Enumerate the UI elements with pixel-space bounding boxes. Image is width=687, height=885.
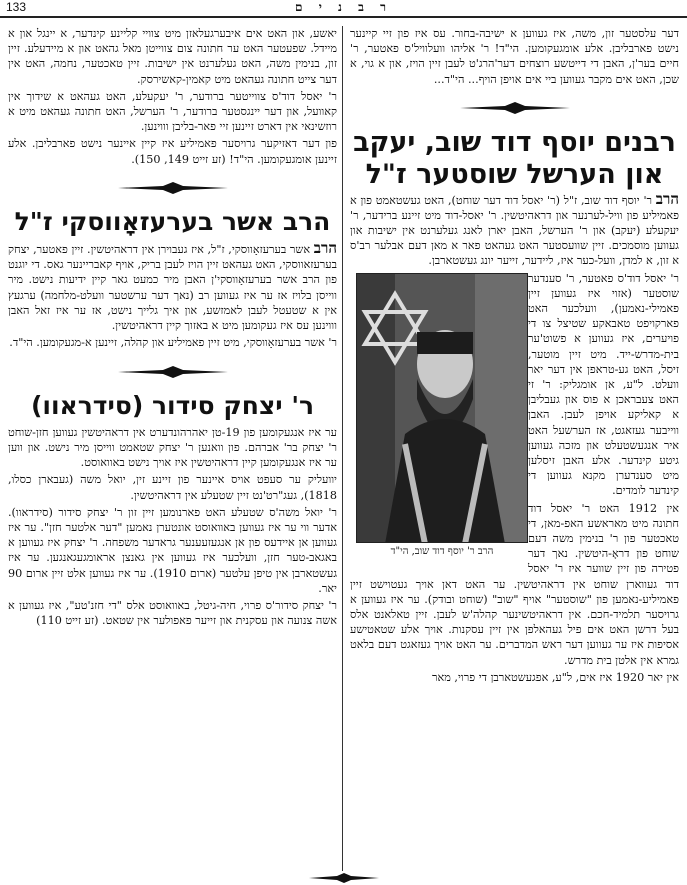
right-column: [350, 26, 679, 871]
section-title-shuv-line2: און הערשל שוסטער ז"ל: [365, 159, 664, 191]
section-paragraph: ער איז אנגעקומען פון 19-טן יאהרהונדערט אין דראהיטשין געווען חזן-שוחט ר' יצחק בר' אברהם. פון וואנען ר' יצחק שטאמט ווייסן מיר נישט. און ווען ער איז אנגעקומען קיין דראהיטשין איז אויך נישט באוואוסט.: [8, 425, 337, 470]
lead-word: הרב: [655, 189, 679, 208]
ornamental-divider-icon: [8, 361, 337, 383]
left-column: [8, 26, 337, 871]
ornamental-divider-icon: [0, 873, 687, 883]
section-title-berezovsky: הרב אשר בערעזאָווסקי ז"ל: [14, 206, 331, 236]
section-paragraph: ר' אשר בערעזאָווסקי, מיט זיין פאמיליע און קהלה, זיינען א-מגעקומען. הי"ד.: [9, 336, 337, 350]
continued-paragraph: פון דער דאזיקער גרויסער פאמיליע איז קיין איינער נישט פארבליבן. אלע זיינען אומגעקומען. הי"ד! (זע זייט 149, 150).: [8, 137, 337, 166]
ornamental-divider-icon: [350, 97, 679, 119]
running-title: ר ב נ י ם: [295, 0, 392, 14]
page-number: 133: [6, 0, 27, 14]
continued-paragraph: יאשע, און האט אים איבערגעלאזן מיט צוויי קליינע קינדער, א יינגל און א מיידל. שפעטער האט ער חתונה צום צווייטן מאל גהאט און א מיידעלע. זיין זון, בנימין משה, האט געלערנט אין ישיבות. זיין טאכטער, נחמה, האט אין דער צייט חתונה געהאט מיט קאמין-קאשירסק.: [8, 27, 337, 86]
photo-portrait: [356, 273, 528, 543]
section-paragraph: אין יאר 1920 איז אים, ל"ע, אפגעשטארבן די פרוי, מאר: [432, 670, 679, 684]
column-divider: [342, 26, 343, 871]
section-paragraph: ר' יואל משה'ס שטעלע האט פארנומען זיין זון ר' יצחק סידור (סידראוו). אדער ווי ער איז געווען באוואוסט אונטערן נאמען "דער אלטער חזן". ער איז געווען אן איידעס פון אן אנגעזעענער גראדער משפחה. ר' יצחק איז געווען א באגאב-טער חזן, וועלכער איז געווען אין גאנצן אראומגעגאנגען. ער איז געשטארבן אין טיפן עלטער (ארום 1910). ער איז געווען אלט זיין ארום 90 יאר.: [8, 505, 337, 595]
section-paragraph: אין 1912 האט ר' יאסל דוד חתונה מיט מאראשע האפ-מאן, די טאכטער פון ר' בנימין משה דעם שוחט פון דראָ-היטשין. נאך דער פטירה פון זיין שווער איז ר' יאסל דוד געווארן שוחט אין דראהיטשין. ער האט דאן אויך געטוישט זיין פאמיליע-נאמען פון "שוסטער" אויף "שוב" (שוחט ובודק). ער איז געווען א גרויסער תלמיד-חכם. אין דראהיטשינער קהלה'ש לעבן. זיין טאלאנט אלס בעל דרשן האט אים פיל געהאלפן אין זיין עסקנות. אויך אלע שטאטישע אסיפות איז ער געווען דער ראש המדברים. ער האט אויך געזאגט דעם בלאט גמרא אין אלטן בית מדרש.: [350, 501, 679, 667]
section-title-sidur: ר' יצחק סידור (סידראוו): [30, 390, 315, 420]
intro-paragraph: דער עלסטער זון, משה, איז געווען א ישיבה-בחור. עס איז פון זיי קיינער נישט פארבליבן. אלע אומגעקומען. הי"ד! ר' אליהו וועלוויל'ס פאטער, ר' חיים בער'ן, האבן די דייטשע רוצחים דער'הרג'ט לעבן זיין הויז, און א גוי, א שכן, האט אים מקבר געווען ביי אים אויפן הויף... הי"ד...: [350, 27, 679, 86]
running-header: [0, 0, 687, 18]
lead-word: הרב: [313, 239, 337, 258]
section-title-shuv-line1: רבנים יוסף דוד שוב, יעקב: [353, 126, 676, 158]
photo-caption: הרב ר' יוסף דוד שוב, הי"ד: [390, 545, 494, 557]
section-paragraph: ר' יאסל דוד'ס פאטער, ר' סענדער שוסטער (אזוי איז געווען זיין פאמילי-נאמען), וועלכער האט פארקויפט טאבאקע שטיצל צו די פויערים, איז געווען א פשוט'ער בית-מדרש-ייד. מיט זיין מוטער, זיסל, האט גע-טראפן אין דער יאר וועלט. ל"ע, אן אומגליק: ר' זי האט צעבראכן א פוס און געבליבן א קאליקע אויפן לעבן. האבן ווייבער געזאגט, אז הערשעל האט איר אנגעשטעלט און מזכה געווען גיטע קינדער. אלע האבן זיסלען מיט סענדערן מקנא געווען די קינדער לומדים.: [528, 271, 679, 498]
paragraph-text: ר' יוסף דוד שוב, ז"ל (ר' יאסל דוד דער שוחט), האט געשטאמט פון א פאמיליע פון וויל-לערנער און דראהיטשין. ר' יאסל-דוד מיט זיינע ברידער, ר' יעקעלע (יעקב) און ר' הערשל, האבן יארן לאנג געלערנט אין ישיבות און געווען מוסמכים. זיין שוועסטער האט געהאט פאר א מאן דעם אבלער רב'ס א זון, א למדן, וועל-כער איז, ליידער, זייער יונג געשטארבן.: [350, 193, 679, 268]
section-paragraph: יוועליק ער סעפט אויס איינער פון זיינע זין, יואל משה (געבארן כסלו, 1818), געג"רט'נט זיין שטעלע אין דראהיטשין.: [8, 473, 337, 502]
section-paragraph: [8, 241, 337, 333]
paragraph-text: אשר בערעזאָווסקי, ז"ל, איז געבוירן אין דראהיטשין. זיין פאטער, יצחק בערעזאווסקי, האט געהאט זיין הויז לעבן בריק, אויף קאבריינער גאס. די יוגנט פון הרב אשר בערעזאָווסקי'ן האבן מיר כמעט גאר קיין ידיעות נישט. מיר ווייסן בלויז אז ער איז געווען רב (נאך דער ערשטער וועלט-מלחמה) ערגעץ אין א שטעטל לעבן לאמזשע, און איך גלייך נישט, אז ער איז זאל האבן וווינען עס איז געקומען מיט א באזוך קיין דראהיטשין.: [8, 243, 337, 333]
section-paragraph: [350, 189, 679, 269]
portrait-figure: [356, 273, 528, 558]
continued-paragraph: ר' יאסל דוד'ס צווייטער ברודער, ר' יעקעלע, האט געהאט א שידוך אין קאוועל, און דער יינגסטער ברודער, ר' הערשל, האט חתונה געהאט מיט א רוזשינאי אין דארט זיינען זיי פאר-בליבן וווינען.: [8, 89, 337, 134]
section-paragraph: ר' יצחק סידור'ס פרוי, חיה-גיטל, באוואוסט אלס "די חזנ'טע", איז געווען א אשה צנועה און עסקנית און זייער פאפולער אין שטאט. (זע זייט 110): [8, 598, 337, 628]
ornamental-divider-icon: [8, 177, 337, 199]
